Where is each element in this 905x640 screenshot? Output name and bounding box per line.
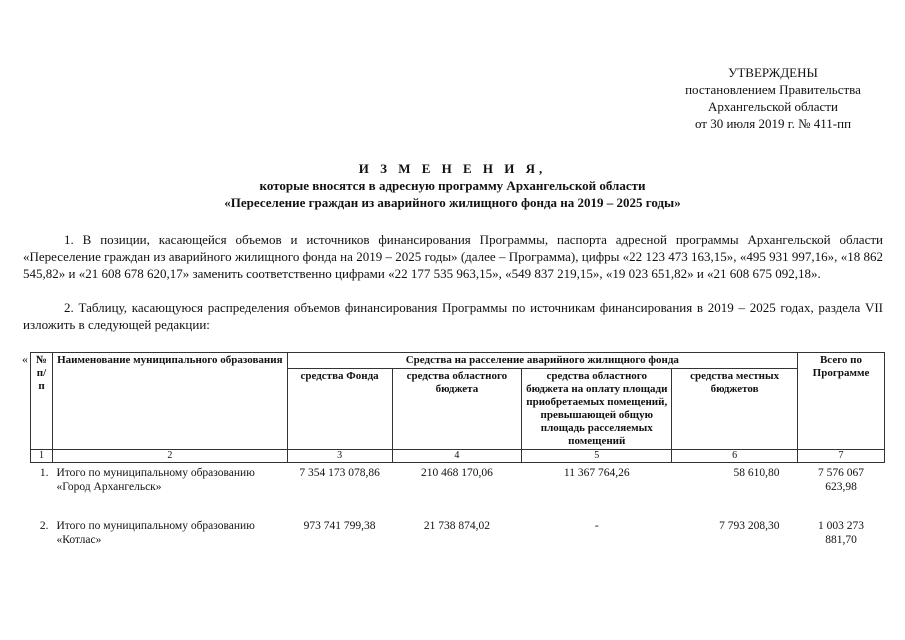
row-regional-extra: 11 367 764,26 <box>563 467 630 479</box>
document-title: И З М Е Н Е Н И Я, <box>358 161 547 176</box>
approval-stamp <box>673 64 873 132</box>
col-number-6: 6 <box>672 450 798 463</box>
header-funds-group: Средства на расселение аварийного жилищного фонда <box>287 353 797 369</box>
table-row <box>31 516 885 547</box>
document-subtitle-2: «Переселение граждан из аварийного жилищного фонда на 2019 – 2025 годы» <box>224 195 681 210</box>
row-name: Итого по муниципальному образованию «Котлас» <box>56 520 255 546</box>
row-total: 7 576 067 623,98 <box>818 467 864 493</box>
col-number-2: 2 <box>52 450 287 463</box>
approval-line-1: УТВЕРЖДЕНЫ <box>728 65 818 80</box>
document-subtitle-1: которые вносятся в адресную программу Архангельской области <box>259 178 646 193</box>
header-regional-extra: средства областного бюджета на оплату площади приобретаемых помещений, превышающей общую площадь расселяемых помещений <box>522 369 672 450</box>
row-num: 2. <box>39 520 49 532</box>
open-quote: « <box>22 352 28 366</box>
row-regional: 210 468 170,06 <box>420 467 493 479</box>
row-local: 58 610,80 <box>733 467 780 479</box>
col-number-3: 3 <box>287 450 392 463</box>
header-num: № п/п <box>31 353 53 450</box>
row-total: 1 003 273 881,70 <box>818 520 864 546</box>
row-local: 7 793 208,30 <box>719 520 780 532</box>
header-name: Наименование муниципального образования <box>52 353 287 450</box>
row-name: Итого по муниципальному образованию «Город Архангельск» <box>56 467 255 493</box>
col-number-4: 4 <box>392 450 522 463</box>
table-row <box>31 463 885 517</box>
col-number-1: 1 <box>31 450 53 463</box>
paragraph-1: 1. В позиции, касающейся объемов и источников финансирования Программы, паспорта адресной программы Архангельской области «Переселение граждан из аварийного жилищного фонда на 2019 – 2025 годы» (далее – Программа), цифры «22 123 473 163,15», «495 931 997,16», «18 862 545,82» и «21 608 678 620,17» заменить соответственно цифрами «22 177 535 963,15», «549 837 219,15», «19 023 651,82» и «21 608 675 092,18». <box>23 232 883 281</box>
approval-line-4: от 30 июля 2019 г. № 411-пп <box>694 116 852 131</box>
header-total: Всего по Программе <box>798 353 885 450</box>
col-number-5: 5 <box>522 450 672 463</box>
col-number-7: 7 <box>798 450 885 463</box>
header-regional: средства областного бюджета <box>392 369 522 450</box>
document-heading <box>0 160 905 211</box>
header-local: средства местных бюджетов <box>672 369 798 450</box>
row-regional: 21 738 874,02 <box>423 520 490 532</box>
row-num: 1. <box>39 467 49 479</box>
row-fund: 7 354 173 078,86 <box>299 467 380 479</box>
financing-table <box>30 352 885 547</box>
row-fund: 973 741 799,38 <box>303 520 376 532</box>
row-regional-extra: - <box>594 520 599 532</box>
paragraph-2: 2. Таблицу, касающуюся распределения объемов финансирования Программы по источникам финансирования в 2019 – 2025 годах, раздела VII изложить в следующей редакции: <box>23 300 883 332</box>
approval-line-2: постановлением Правительства <box>685 82 861 97</box>
header-fund: средства Фонда <box>287 369 392 450</box>
approval-line-3: Архангельской области <box>708 99 838 114</box>
